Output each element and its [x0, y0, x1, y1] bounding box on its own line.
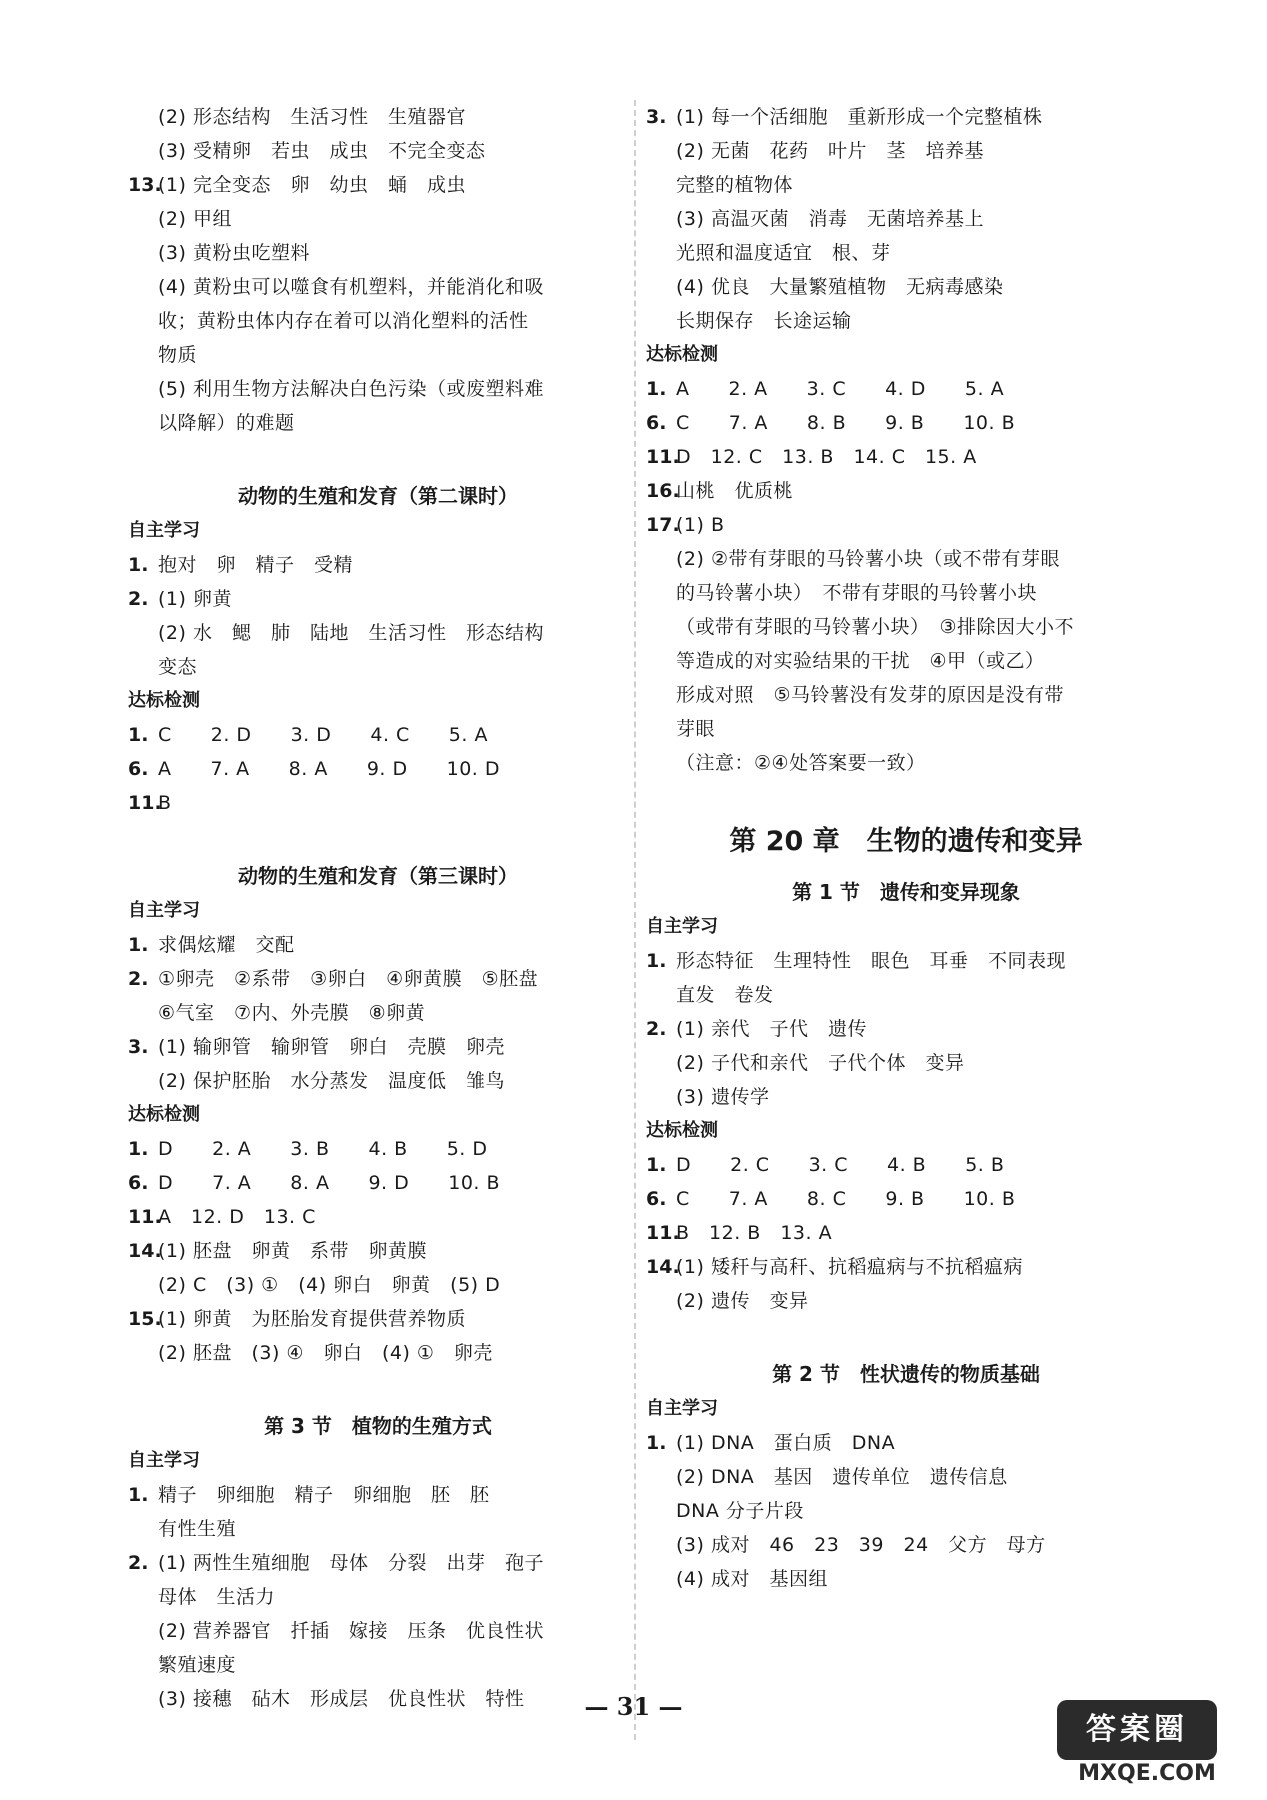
answer-text: (2) 营养器官 扦插 嫁接 压条 优良性状: [158, 1620, 544, 1642]
answer-line: [128, 1336, 628, 1370]
question-number: 2.: [128, 968, 149, 990]
subsection-heading: 达标检测: [646, 1120, 718, 1141]
answer-line: [646, 1460, 1166, 1494]
answer-text: 以降解）的难题: [158, 412, 295, 434]
question-number: 3.: [128, 1036, 149, 1058]
answer-line: [128, 100, 628, 134]
question-number: 1.: [128, 1138, 149, 1160]
answer-text: B 12. B 13. A: [676, 1222, 833, 1244]
answer-line: [646, 678, 1166, 712]
answer-line: [128, 168, 628, 202]
answer-text: (2) 水 鳃 肺 陆地 生活习性 形态结构: [158, 622, 544, 644]
answer-line: [128, 582, 628, 616]
subsection-heading: 达标检测: [128, 690, 200, 711]
answer-line: [646, 1494, 1166, 1528]
section-title: 动物的生殖和发育（第二课时）: [238, 484, 518, 508]
answer-text: (5) 利用生物方法解决白色污染（或废塑料难: [158, 378, 544, 400]
answer-line: [646, 474, 1166, 508]
answer-line: [646, 440, 1166, 474]
answer-line: [128, 1302, 628, 1336]
answer-text: 收；黄粉虫体内存在着可以消化塑料的活性: [158, 310, 529, 332]
subsection-heading: 自主学习: [128, 1450, 200, 1471]
answer-text: 等造成的对实验结果的干扰 ④甲（或乙）: [676, 650, 1045, 672]
question-number: 14.: [646, 1256, 680, 1278]
answer-text: A 7. A 8. A 9. D 10. D: [158, 758, 501, 780]
answer-line: [128, 650, 628, 684]
watermark-logo: [1067, 1700, 1237, 1790]
answer-text: DNA 分子片段: [676, 1500, 804, 1522]
answer-line: [128, 1512, 628, 1546]
answer-line: [646, 1148, 1166, 1182]
section-title: 第 2 节 性状遗传的物质基础: [772, 1362, 1040, 1386]
answer-line: [646, 100, 1166, 134]
question-number: 1.: [646, 1154, 667, 1176]
question-number: 1.: [128, 1484, 149, 1506]
answer-text: (3) 接穗 砧木 形成层 优良性状 特性: [158, 1688, 525, 1710]
answer-text: 的马铃薯小块） 不带有芽眼的马铃薯小块: [676, 582, 1038, 604]
answer-line: [646, 1012, 1166, 1046]
answer-text: (2) 遗传 变异: [676, 1290, 809, 1312]
section-spacer: [128, 1370, 628, 1400]
answer-line: [128, 1234, 628, 1268]
answer-line: [646, 644, 1166, 678]
answer-line: [646, 542, 1166, 576]
question-number: 11.: [646, 1222, 680, 1244]
answer-text: C 7. A 8. C 9. B 10. B: [676, 1188, 1016, 1210]
watermark-url: MXQE.COM: [1078, 1761, 1216, 1786]
chapter-title: 第 20 章 生物的遗传和变异: [729, 826, 1083, 857]
page-number: — 31 —: [584, 1692, 683, 1721]
section-title: 第 1 节 遗传和变异现象: [792, 880, 1020, 904]
question-number: 13.: [128, 174, 162, 196]
answer-line: [128, 1166, 628, 1200]
answer-line: [128, 752, 628, 786]
subsection-heading: 自主学习: [646, 916, 718, 937]
question-number: 1.: [128, 724, 149, 746]
answer-text: (3) 受精卵 若虫 成虫 不完全变态: [158, 140, 486, 162]
answer-text: D 12. C 13. B 14. C 15. A: [676, 446, 977, 468]
answer-text: (1) DNA 蛋白质 DNA: [676, 1432, 896, 1454]
answer-line: [128, 718, 628, 752]
answer-line: [128, 372, 628, 406]
question-number: 3.: [646, 106, 667, 128]
question-number: 1.: [128, 554, 149, 576]
answer-line: [128, 270, 628, 304]
answer-text: (2) 子代和亲代 子代个体 变异: [676, 1052, 965, 1074]
answer-text: (4) 黄粉虫可以噬食有机塑料，并能消化和吸: [158, 276, 544, 298]
answer-text: (2) C (3) ① (4) 卵白 卵黄 (5) D: [158, 1274, 501, 1296]
answer-text: ⑥气室 ⑦内、外壳膜 ⑧卵黄: [158, 1002, 426, 1024]
answer-line: [646, 304, 1166, 338]
answer-line: [128, 548, 628, 582]
answer-line: [646, 1284, 1166, 1318]
answer-text: D 2. A 3. B 4. B 5. D: [158, 1138, 488, 1160]
question-number: 6.: [646, 1188, 667, 1210]
answer-line: [646, 134, 1166, 168]
answer-text: (3) 高温灭菌 消毒 无菌培养基上: [676, 208, 984, 230]
section-spacer: [646, 780, 1166, 810]
answer-line: [128, 1064, 628, 1098]
section-spacer: [646, 1318, 1166, 1348]
answer-text: 精子 卵细胞 精子 卵细胞 胚 胚: [158, 1484, 490, 1506]
answer-text: (3) 遗传学: [676, 1086, 770, 1108]
answer-line: [646, 202, 1166, 236]
answer-text: 山桃 优质桃: [676, 480, 794, 502]
answer-text: (2) 甲组: [158, 208, 232, 230]
answer-text: C 2. D 3. D 4. C 5. A: [158, 724, 488, 746]
answer-text: (1) 胚盘 卵黄 系带 卵黄膜: [158, 1240, 427, 1262]
subsection-heading: 自主学习: [646, 1398, 718, 1419]
answer-text: (2) ②带有芽眼的马铃薯小块（或不带有芽眼: [676, 548, 1060, 570]
answer-line: [646, 1426, 1166, 1460]
answer-text: (2) DNA 基因 遗传单位 遗传信息: [676, 1466, 1008, 1488]
section-spacer: [128, 440, 628, 470]
answer-text: 抱对 卵 精子 受精: [158, 554, 354, 576]
answer-line: [646, 978, 1166, 1012]
question-number: 6.: [128, 758, 149, 780]
answer-text: (1) 两性生殖细胞 母体 分裂 出芽 孢子: [158, 1552, 544, 1574]
answer-line: [128, 134, 628, 168]
answer-line: [128, 1580, 628, 1614]
answer-line: [128, 236, 628, 270]
answer-line: [646, 1250, 1166, 1284]
question-number: 11.: [646, 446, 680, 468]
question-number: 1.: [646, 1432, 667, 1454]
answer-line: [128, 616, 628, 650]
answer-text: (2) 保护胚胎 水分蒸发 温度低 雏鸟: [158, 1070, 505, 1092]
question-number: 1.: [128, 934, 149, 956]
answer-text: 求偶炫耀 交配: [158, 934, 295, 956]
answer-line: [128, 996, 628, 1030]
answer-text: D 2. C 3. C 4. B 5. B: [676, 1154, 1005, 1176]
watermark-top: 答案圈: [1057, 1700, 1217, 1760]
answer-text: (3) 成对 46 23 39 24 父方 母方: [676, 1534, 1046, 1556]
answer-text: (2) 无菌 花药 叶片 茎 培养基: [676, 140, 984, 162]
question-number: 16.: [646, 480, 680, 502]
answer-line: [646, 406, 1166, 440]
question-number: 2.: [128, 1552, 149, 1574]
answer-text: ①卵壳 ②系带 ③卵白 ④卵黄膜 ⑤胚盘: [158, 968, 539, 990]
answer-text: (3) 黄粉虫吃塑料: [158, 242, 310, 264]
answer-line: [646, 372, 1166, 406]
answer-text: （注意：②④处答案要一致）: [676, 752, 926, 774]
answer-line: [128, 1200, 628, 1234]
right-column: [646, 100, 1166, 1596]
section-title: 动物的生殖和发育（第三课时）: [238, 864, 518, 888]
answer-text: (2) 胚盘 (3) ④ 卵白 (4) ① 卵壳: [158, 1342, 493, 1364]
answer-text: 母体 生活力: [158, 1586, 276, 1608]
question-number: 11.: [128, 1206, 162, 1228]
question-number: 1.: [646, 378, 667, 400]
answer-line: [646, 1046, 1166, 1080]
question-number: 15.: [128, 1308, 162, 1330]
question-number: 14.: [128, 1240, 162, 1262]
subsection-heading: 自主学习: [128, 900, 200, 921]
answer-text: 完整的植物体: [676, 174, 794, 196]
answer-line: [128, 1030, 628, 1064]
answer-line: [128, 962, 628, 996]
answer-line: [128, 406, 628, 440]
answer-line: [128, 1268, 628, 1302]
answer-text: (1) 完全变态 卵 幼虫 蛹 成虫: [158, 174, 466, 196]
question-number: 6.: [646, 412, 667, 434]
answer-line: [128, 928, 628, 962]
answer-line: [128, 1546, 628, 1580]
answer-text: (1) 卵黄: [158, 588, 232, 610]
answer-text: 繁殖速度: [158, 1654, 237, 1676]
answer-text: (4) 优良 大量繁殖植物 无病毒感染: [676, 276, 1004, 298]
answer-text: A 12. D 13. C: [158, 1206, 316, 1228]
answer-line: [646, 1080, 1166, 1114]
answer-line: [646, 1182, 1166, 1216]
answer-line: [646, 610, 1166, 644]
answer-text: (1) B: [676, 514, 725, 536]
answer-line: [128, 338, 628, 372]
section-title: 第 3 节 植物的生殖方式: [264, 1414, 492, 1438]
answer-line: [646, 1528, 1166, 1562]
answer-line: [646, 236, 1166, 270]
answer-text: 形态特征 生理特性 眼色 耳垂 不同表现: [676, 950, 1067, 972]
subsection-heading: 达标检测: [646, 344, 718, 365]
answer-line: [128, 1132, 628, 1166]
answer-text: (1) 输卵管 输卵管 卵白 壳膜 卵壳: [158, 1036, 505, 1058]
answer-text: (1) 矮秆与高秆、抗稻瘟病与不抗稻瘟病: [676, 1256, 1023, 1278]
answer-line: [646, 168, 1166, 202]
answer-line: [646, 270, 1166, 304]
answer-line: [646, 1216, 1166, 1250]
answer-line: [646, 1562, 1166, 1596]
question-number: 11.: [128, 792, 162, 814]
question-number: 2.: [646, 1018, 667, 1040]
question-number: 17.: [646, 514, 680, 536]
answer-line: [128, 1478, 628, 1512]
answer-line: [646, 746, 1166, 780]
subsection-heading: 达标检测: [128, 1104, 200, 1125]
subsection-heading: 自主学习: [128, 520, 200, 541]
answer-line: [646, 944, 1166, 978]
answer-text: C 7. A 8. B 9. B 10. B: [676, 412, 1016, 434]
answer-line: [128, 304, 628, 338]
answer-text: (1) 每一个活细胞 重新形成一个完整植株: [676, 106, 1043, 128]
section-spacer: [128, 820, 628, 850]
answer-line: [646, 712, 1166, 746]
answer-line: [646, 576, 1166, 610]
answer-text: （或带有芽眼的马铃薯小块） ③排除因大小不: [676, 616, 1075, 638]
answer-text: (2) 形态结构 生活习性 生殖器官: [158, 106, 466, 128]
answer-line: [646, 508, 1166, 542]
answer-line: [128, 1648, 628, 1682]
answer-line: [128, 786, 628, 820]
answer-text: 光照和温度适宜 根、芽: [676, 242, 891, 264]
column-divider: [634, 100, 636, 1740]
answer-text: (1) 亲代 子代 遗传: [676, 1018, 867, 1040]
answer-line: [128, 202, 628, 236]
left-column: [128, 100, 628, 1716]
answer-text: 形成对照 ⑤马铃薯没有发芽的原因是没有带: [676, 684, 1065, 706]
answer-text: A 2. A 3. C 4. D 5. A: [676, 378, 1005, 400]
answer-text: D 7. A 8. A 9. D 10. B: [158, 1172, 501, 1194]
answer-text: 有性生殖: [158, 1518, 237, 1540]
answer-text: (4) 成对 基因组: [676, 1568, 828, 1590]
answer-text: (1) 卵黄 为胚胎发育提供营养物质: [158, 1308, 466, 1330]
answer-text: 变态: [158, 656, 198, 678]
question-number: 1.: [646, 950, 667, 972]
answer-text: B: [158, 792, 172, 814]
answer-line: [128, 1614, 628, 1648]
question-number: 6.: [128, 1172, 149, 1194]
answer-text: 物质: [158, 344, 198, 366]
answer-text: 芽眼: [676, 718, 716, 740]
answer-text: 直发 卷发: [676, 984, 774, 1006]
answer-text: 长期保存 长途运输: [676, 310, 852, 332]
question-number: 2.: [128, 588, 149, 610]
